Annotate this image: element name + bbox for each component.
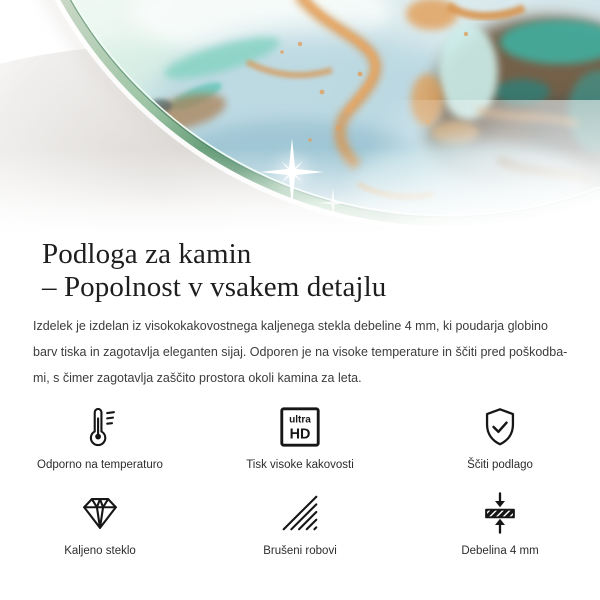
feature-tempered-glass — [0, 490, 200, 559]
corner-fade — [360, 100, 600, 236]
page-title — [42, 238, 600, 304]
feature-label: Tisk visoke kakovosti — [246, 459, 354, 471]
page-title-line1: Podloga za kamin — [42, 238, 252, 270]
thermometer-icon — [77, 404, 123, 450]
feature-label: Debelina 4 mm — [461, 545, 539, 557]
feature-label: Brušeni robovi — [263, 545, 337, 557]
thickness-icon — [477, 490, 523, 536]
feature-protection — [400, 404, 600, 473]
diamond-icon — [77, 490, 123, 536]
product-photo — [0, 0, 600, 236]
glass-panel-illustration — [0, 0, 600, 236]
feature-label: Odporno na temperaturo — [37, 459, 163, 471]
feature-thickness — [400, 490, 600, 559]
feature-grid — [0, 404, 600, 559]
description-line: barv tiska in zagotavlja eleganten sijaj. Odporen je na visoke temperature in ščiti pred poškodba- — [33, 345, 568, 359]
feature-print-quality — [200, 404, 400, 473]
feature-label: Kaljeno steklo — [64, 545, 136, 557]
description-line: mi, s čimer zagotavlja zaščito prostora okoli kamina za leta. — [33, 371, 362, 385]
svg-text:HD: HD — [289, 426, 311, 443]
description-line: Izdelek je izdelan iz visokokakovostnega kaljenega stekla debeline 4 mm, ki poudarja globino — [33, 319, 548, 333]
page-title-line2: – Popolnost v vsakem detajlu — [42, 271, 387, 303]
feature-temperature — [0, 404, 200, 473]
feature-polished-edges — [200, 490, 400, 559]
polished-edges-icon — [277, 490, 323, 536]
ultra-hd-icon — [277, 404, 323, 450]
svg-text:ultra: ultra — [289, 414, 311, 426]
shield-check-icon — [477, 404, 523, 450]
product-description — [33, 313, 600, 391]
feature-label: Ščiti podlago — [467, 459, 533, 471]
